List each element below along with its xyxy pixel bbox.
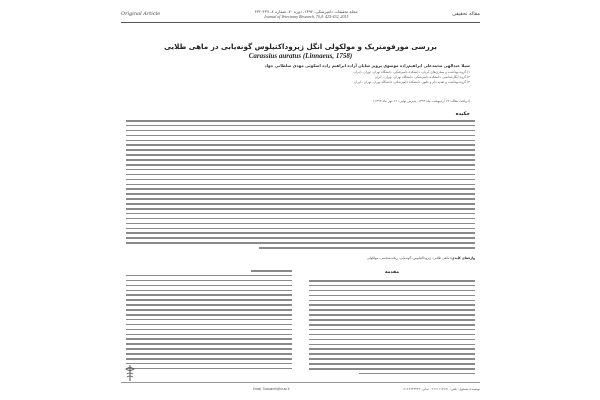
keywords-text: ماهی طلایی، ژیروداکتیلوس، گونه‌یابی، ریخت‌شناسی، مولکولی — [366, 256, 450, 260]
journal-citation-en: Journal of Veterinary Research, 70,4: 425-432, 2015 — [263, 14, 349, 19]
article-type-label: Original Article — [121, 11, 161, 17]
corresponding-author: نویسنده مسئول: تلفن: ۰۲۱۶۱۱۱۷۱۴۱ نمابر: ۰۲۱۶۶۹۳۳۲۲۲ — [401, 387, 480, 391]
title-english: Carassius auratus (Linnaeus, 1758) — [248, 52, 353, 60]
abstract-heading: چکیده — [455, 111, 470, 117]
body-column-right — [309, 270, 475, 380]
journal-header — [121, 8, 480, 20]
abstract-body — [126, 120, 475, 250]
affiliation-2: ۲) گروه انگل‌شناسی، دانشکده دامپزشکی، دانشگاه تهران، تهران ـ ایران — [374, 75, 470, 79]
header-rule — [121, 22, 480, 23]
article-page — [121, 8, 480, 394]
footer-rule — [121, 382, 480, 383]
footer — [121, 384, 480, 394]
affiliations — [161, 70, 470, 85]
keywords — [126, 256, 475, 260]
body-column-left — [126, 270, 292, 380]
introduction-heading: مقدمه — [384, 270, 400, 275]
affiliation-3: ۳) گروه بهداشت و تغذیه دام و طیور، دانشکده دامپزشکی، دانشگاه تهران، تهران ـ ایران — [354, 80, 470, 84]
received-accepted-dates: (دریافت مقاله: ۱۳ اردیبهشت ماه ۱۳۹۴، پذیرش نهایی: ۲۱ مهر ماه ۱۳۹۴) — [373, 99, 470, 103]
affiliation-1: ۱) گروه بهداشت و بیماری‌های آبزیان، دانشکده دامپزشکی، دانشگاه تهران، تهران ـ ایران — [353, 70, 470, 74]
author-list: شیلا عبدالهی محمدعلی ابراهیم‌زاده موسوی پرویز شایان آزاده ابراهیم زاده اسکوئی مهدی سلطانی جواد — [264, 63, 470, 68]
title-persian: بررسی مورفومتریک و مولکولی انگل ژیروداکتیلوس گونه‌یابی در ماهی طلایی — [164, 42, 437, 51]
corresponding-email: Email: Sossaneh@ut.ac.ir — [252, 387, 290, 391]
journal-name-fa: مقاله تحقیقی — [452, 11, 480, 17]
university-logo-icon — [123, 364, 137, 382]
keywords-label: واژه‌های کلیدی: — [450, 256, 475, 260]
journal-citation — [255, 9, 358, 19]
journal-citation-fa: مجله تحقیقات دامپزشکی، ۱۳۹۴، دوره ۷۰، شماره ۴، ۴۳۷-۴۳۲ — [254, 9, 358, 14]
